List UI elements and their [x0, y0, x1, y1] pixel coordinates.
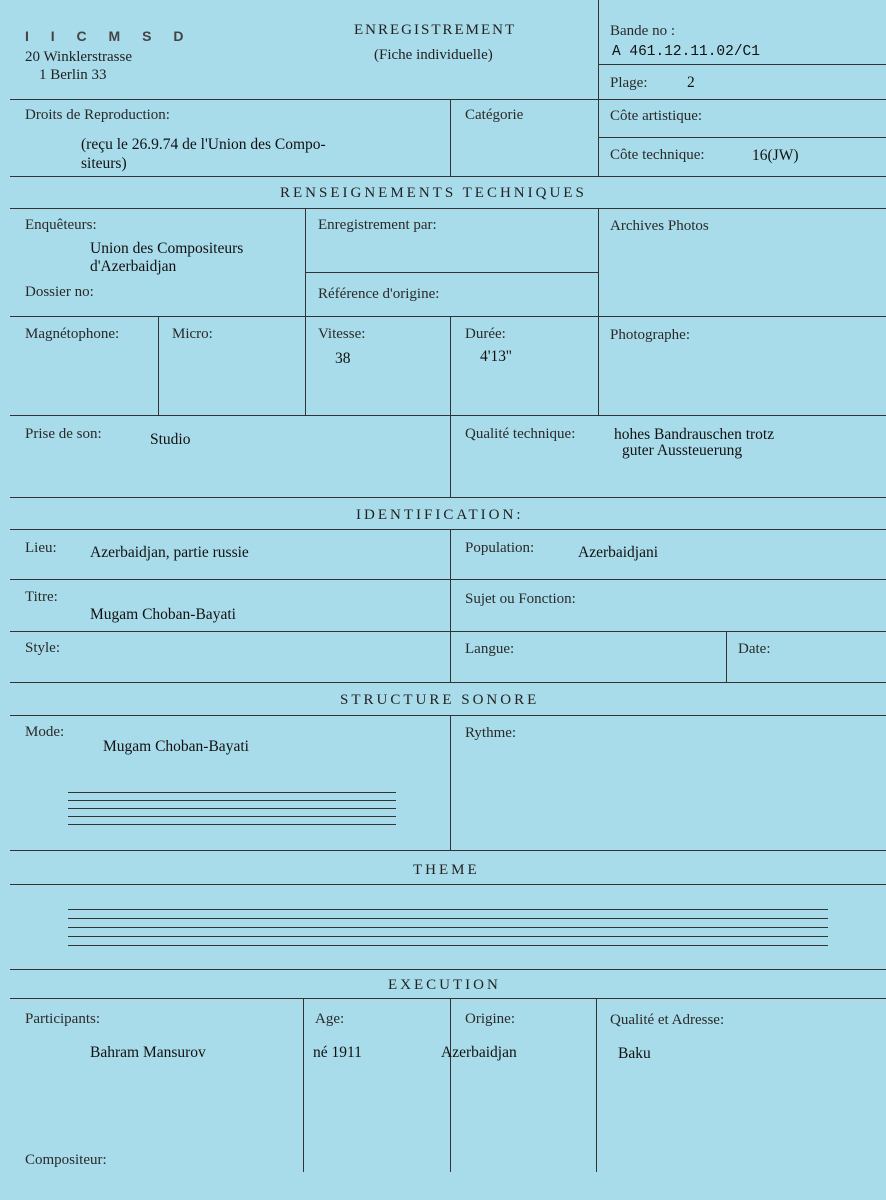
- enqueteurs-line1: Union des Compositeurs: [90, 240, 244, 257]
- plage-value: 2: [687, 74, 695, 91]
- categorie-label: Catégorie: [465, 107, 524, 123]
- writing-line: [68, 936, 828, 937]
- rule: [10, 99, 886, 100]
- reference-origine-label: Référence d'origine:: [318, 286, 440, 302]
- langue-label: Langue:: [465, 641, 515, 657]
- rule: [305, 208, 306, 415]
- origine-value: Azerbaidjan: [441, 1044, 517, 1061]
- writing-line: [68, 927, 828, 928]
- cote-technique-label: Côte technique:: [610, 147, 705, 163]
- writing-line: [68, 824, 396, 825]
- rule: [305, 272, 598, 273]
- mode-value: Mugam Choban-Bayati: [103, 738, 249, 755]
- rule: [303, 998, 304, 1172]
- writing-line: [68, 800, 396, 801]
- rule: [10, 208, 886, 209]
- cote-artistique-label: Côte artistique:: [610, 108, 703, 124]
- rule: [598, 0, 599, 176]
- section-structure-sonore: STRUCTURE SONORE: [340, 692, 540, 708]
- rule: [10, 415, 886, 416]
- writing-line: [68, 792, 396, 793]
- section-technical: RENSEIGNEMENTS TECHNIQUES: [280, 185, 587, 201]
- rule: [10, 969, 886, 970]
- duree-value: 4'13'': [480, 348, 512, 365]
- rule: [450, 998, 451, 1172]
- enqueteurs-line2: d'Azerbaidjan: [90, 258, 177, 275]
- rule: [10, 579, 886, 580]
- org-address-street: 20 Winklerstrasse: [25, 49, 133, 65]
- date-label: Date:: [738, 641, 771, 657]
- rule: [10, 316, 886, 317]
- rule: [450, 316, 451, 497]
- enregistrement-par-label: Enregistrement par:: [318, 217, 437, 233]
- vitesse-label: Vitesse:: [318, 326, 366, 342]
- rule: [450, 715, 451, 850]
- photographe-label: Photographe:: [610, 327, 690, 343]
- qualite-technique-value1: hohes Bandrauschen trotz: [614, 426, 775, 443]
- rule: [10, 998, 886, 999]
- rule: [598, 64, 886, 65]
- prise-de-son-label: Prise de son:: [25, 426, 102, 442]
- dossier-label: Dossier no:: [25, 284, 94, 300]
- origine-label: Origine:: [465, 1011, 515, 1027]
- titre-label: Titre:: [25, 589, 58, 605]
- age-label: Age:: [315, 1011, 345, 1027]
- rule: [10, 884, 886, 885]
- section-theme: THEME: [413, 862, 480, 878]
- rule: [10, 682, 886, 683]
- sujet-fonction-label: Sujet ou Fonction:: [465, 591, 576, 607]
- org-name: I I C M S D: [25, 28, 193, 44]
- rule: [450, 99, 451, 176]
- rule: [10, 529, 886, 530]
- lieu-label: Lieu:: [25, 540, 57, 556]
- droits-line1: (reçu le 26.9.74 de l'Union des Compo-: [81, 136, 326, 153]
- titre-value: Mugam Choban-Bayati: [90, 606, 236, 623]
- writing-line: [68, 816, 396, 817]
- magnetophone-label: Magnétophone:: [25, 326, 120, 342]
- card-subtitle: (Fiche individuelle): [374, 47, 493, 63]
- plage-label: Plage:: [610, 75, 648, 91]
- rythme-label: Rythme:: [465, 725, 517, 741]
- section-identification: IDENTIFICATION:: [356, 507, 524, 523]
- rule: [598, 208, 599, 415]
- rule: [10, 715, 886, 716]
- rule: [10, 497, 886, 498]
- droits-label: Droits de Reproduction:: [25, 107, 170, 123]
- participants-value: Bahram Mansurov: [90, 1044, 206, 1061]
- micro-label: Micro:: [172, 326, 213, 342]
- rule: [10, 176, 886, 177]
- enqueteurs-label: Enquêteurs:: [25, 217, 97, 233]
- bande-value: A 461.12.11.02/C1: [612, 44, 760, 60]
- droits-line2: siteurs): [81, 155, 127, 172]
- rule: [596, 998, 597, 1172]
- vitesse-value: 38: [335, 350, 351, 367]
- rule: [10, 631, 886, 632]
- org-address-city: 1 Berlin 33: [39, 67, 107, 83]
- writing-line: [68, 918, 828, 919]
- archives-photos-label: Archives Photos: [610, 218, 709, 234]
- compositeur-label: Compositeur:: [25, 1152, 107, 1168]
- section-execution: EXECUTION: [388, 977, 501, 993]
- qualite-adresse-label: Qualité et Adresse:: [610, 1012, 725, 1028]
- population-value: Azerbaidjani: [578, 544, 659, 561]
- writing-line: [68, 909, 828, 910]
- qualite-adresse-value: Baku: [618, 1045, 651, 1062]
- rule: [450, 529, 451, 682]
- prise-de-son-value: Studio: [150, 431, 191, 448]
- writing-line: [68, 808, 396, 809]
- rule: [158, 316, 159, 415]
- age-value: né 1911: [313, 1044, 362, 1061]
- lieu-value: Azerbaidjan, partie russie: [90, 544, 249, 561]
- rule: [726, 631, 727, 682]
- qualite-technique-label: Qualité technique:: [465, 426, 576, 442]
- qualite-technique-value2: guter Aussteuerung: [622, 442, 743, 459]
- mode-label: Mode:: [25, 724, 65, 740]
- rule: [598, 137, 886, 138]
- participants-label: Participants:: [25, 1011, 100, 1027]
- bande-label: Bande no :: [610, 23, 675, 39]
- population-label: Population:: [465, 540, 535, 556]
- writing-line: [68, 945, 828, 946]
- style-label: Style:: [25, 640, 61, 656]
- cote-technique-value: 16(JW): [752, 147, 799, 164]
- card-title: ENREGISTREMENT: [354, 22, 517, 38]
- duree-label: Durée:: [465, 326, 506, 342]
- rule: [10, 850, 886, 851]
